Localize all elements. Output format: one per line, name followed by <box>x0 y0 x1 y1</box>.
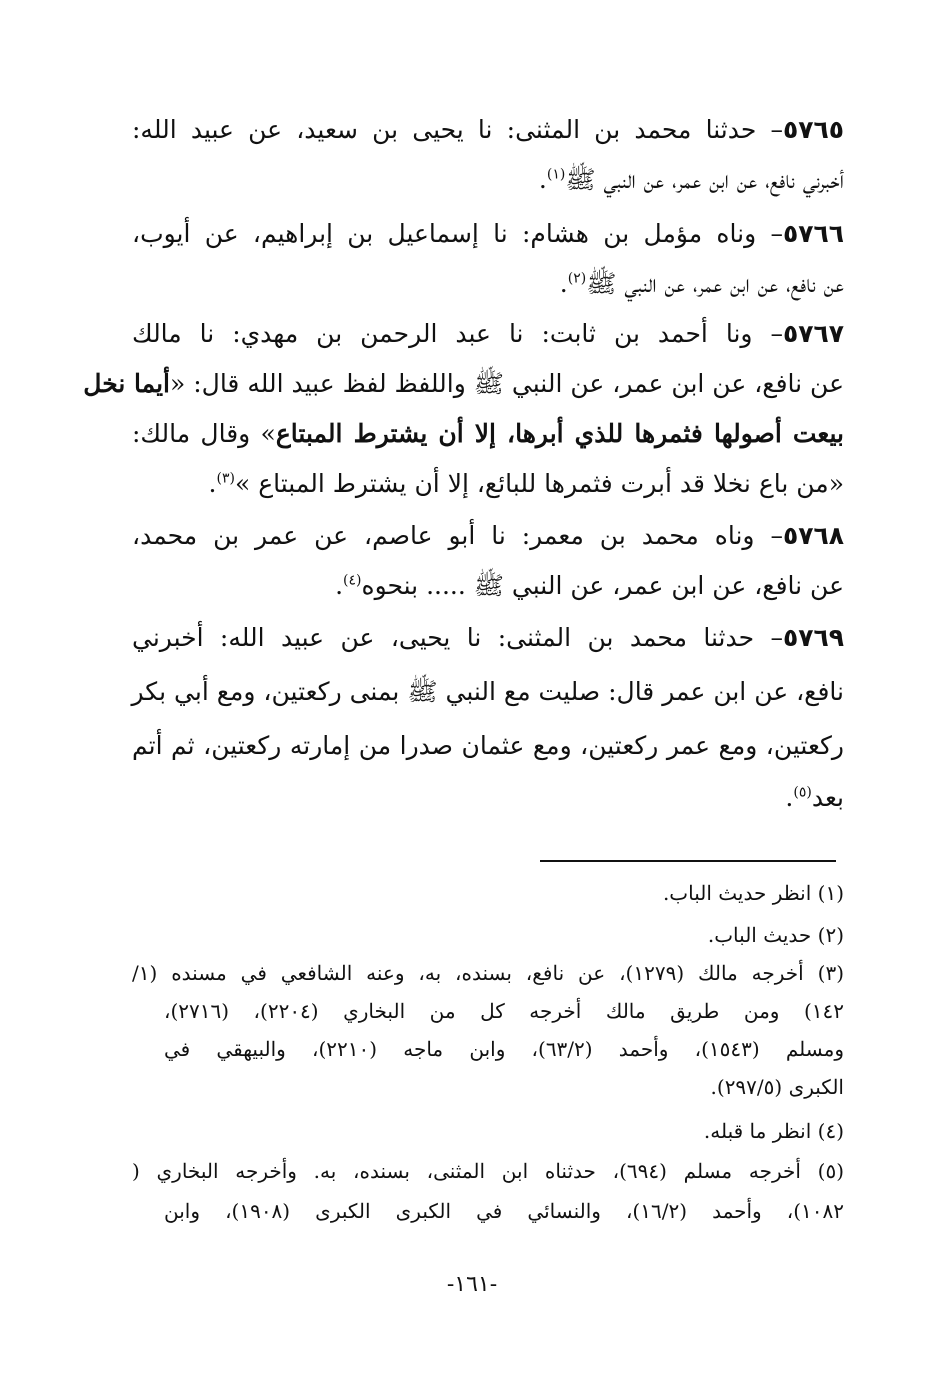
footnote-ref: (٤) <box>343 572 362 589</box>
main-text <box>83 110 844 830</box>
footnote-2: (٢) حديث الباب. <box>707 923 844 947</box>
hadith-5767-line-4: «من باع نخلا قد أبرت فثمرها للبائع، إلا أن يشترط المبتاع »$^{(٣)}$. <box>208 469 844 498</box>
hadith-5767-line-2: عن نافع، عن ابن عمر، عن النبي ﷺ واللفظ لفظ عبيد الله قال: «أيما نخل <box>83 369 844 398</box>
hadith-5769-line-2: نافع، عن ابن عمر قال: صليت مع النبي ﷺ بمنى ركعتين، ومع أبي بكر <box>131 677 844 706</box>
footnote-3-line-2: ١٤٢) ومن طريق مالك أخرجه كل من البخاري (٢٢٠٤)، (٢٧١٦)، <box>164 999 845 1023</box>
hadith-5769-line-4: بعد$^{(٥)}$. <box>785 783 844 812</box>
hadith-number: ٥٧٦٨ <box>782 521 844 550</box>
hadith-5766-line-2: عن نافع، عن ابن عمر، عن النبي ﷺ$^{(٢)}$. <box>559 269 844 298</box>
footnote-1: (١) انظر حديث الباب. <box>662 881 844 905</box>
hadith-number: ٥٧٦٧ <box>782 319 844 348</box>
footnote-3-line-1: (٣) أخرجه مالك (١٢٧٩)، عن نافع، بسنده، به، وعنه الشافعي في مسنده (١/ <box>132 961 844 985</box>
page-number: -١٦١- <box>446 1272 498 1297</box>
footnote-ref: (٢) <box>567 270 587 287</box>
hadith-5769-line-1: ٥٧٦٩– حدثنا محمد بن المثنى: نا يحيى، عن عبيد الله: أخبرني <box>132 623 844 652</box>
hadith-number: ٥٧٦٦ <box>782 219 844 248</box>
hadith-5768-line-1: ٥٧٦٨– وناه محمد بن معمر: نا أبو عاصم، عن عمر بن محمد، <box>132 521 844 550</box>
footnote-ref: (٣) <box>216 470 235 487</box>
hadith-number: ٥٧٦٥ <box>782 115 844 144</box>
hadith-5767-line-3: بيعت أصولها فثمرها للذي أبرها، إلا أن يشترط المبتاع» وقال مالك: <box>132 419 844 448</box>
hadith-quote-bold: أيما نخل <box>83 369 170 398</box>
footnote-separator <box>540 860 836 862</box>
footnote-5-line-1: (٥) أخرجه مسلم (٦٩٤)، حدثناه ابن المثنى، بسنده، به. وأخرجه البخاري ( <box>132 1159 845 1183</box>
hadith-5765-line-1: ٥٧٦٥– حدثنا محمد بن المثنى: نا يحيى بن سعيد، عن عبيد الله: <box>132 115 844 144</box>
footnotes <box>132 878 844 1258</box>
hadith-5769-line-3: ركعتين، ومع عمر ركعتين، ومع عثمان صدرا من إمارته ركعتين، ثم أتم <box>132 731 844 760</box>
hadith-5767-line-1: ٥٧٦٧– ونا أحمد بن ثابت: نا عبد الرحمن بن مهدي: نا مالك <box>132 319 844 348</box>
hadith-number: ٥٧٦٩ <box>782 623 844 652</box>
footnote-ref: (٥) <box>793 784 812 801</box>
hadith-5765-line-2: أخبرني نافع، عن ابن عمر، عن النبي ﷺ$^{(١)}$. <box>538 165 844 194</box>
footnote-3-line-4: الكبرى (٢٩٧/٥). <box>710 1075 844 1099</box>
hadith-quote-bold: بيعت أصولها فثمرها للذي أبرها، إلا أن يشترط المبتاع <box>275 419 844 448</box>
footnote-5-line-2: ١٠٨٢)، وأحمد (١٦/٢)، والنسائي في الكبرى الكبرى (١٩٠٨)، وابن <box>164 1199 845 1223</box>
footnote-ref: (١) <box>546 166 566 183</box>
footnote-3-line-3: ومسلم (١٥٤٣)، وأحمد (٦٣/٢)، وابن ماجه (٢٢١٠)، والبيهقي في <box>164 1037 845 1061</box>
hadith-5766-line-1: ٥٧٦٦– وناه مؤمل بن هشام: نا إسماعيل بن إبراهيم، عن أيوب، <box>132 219 844 248</box>
hadith-5768-line-2: عن نافع، عن ابن عمر، عن النبي ﷺ ..... بنحوه$^{(٤)}$. <box>335 571 844 600</box>
footnote-4: (٤) انظر ما قبله. <box>703 1119 844 1143</box>
